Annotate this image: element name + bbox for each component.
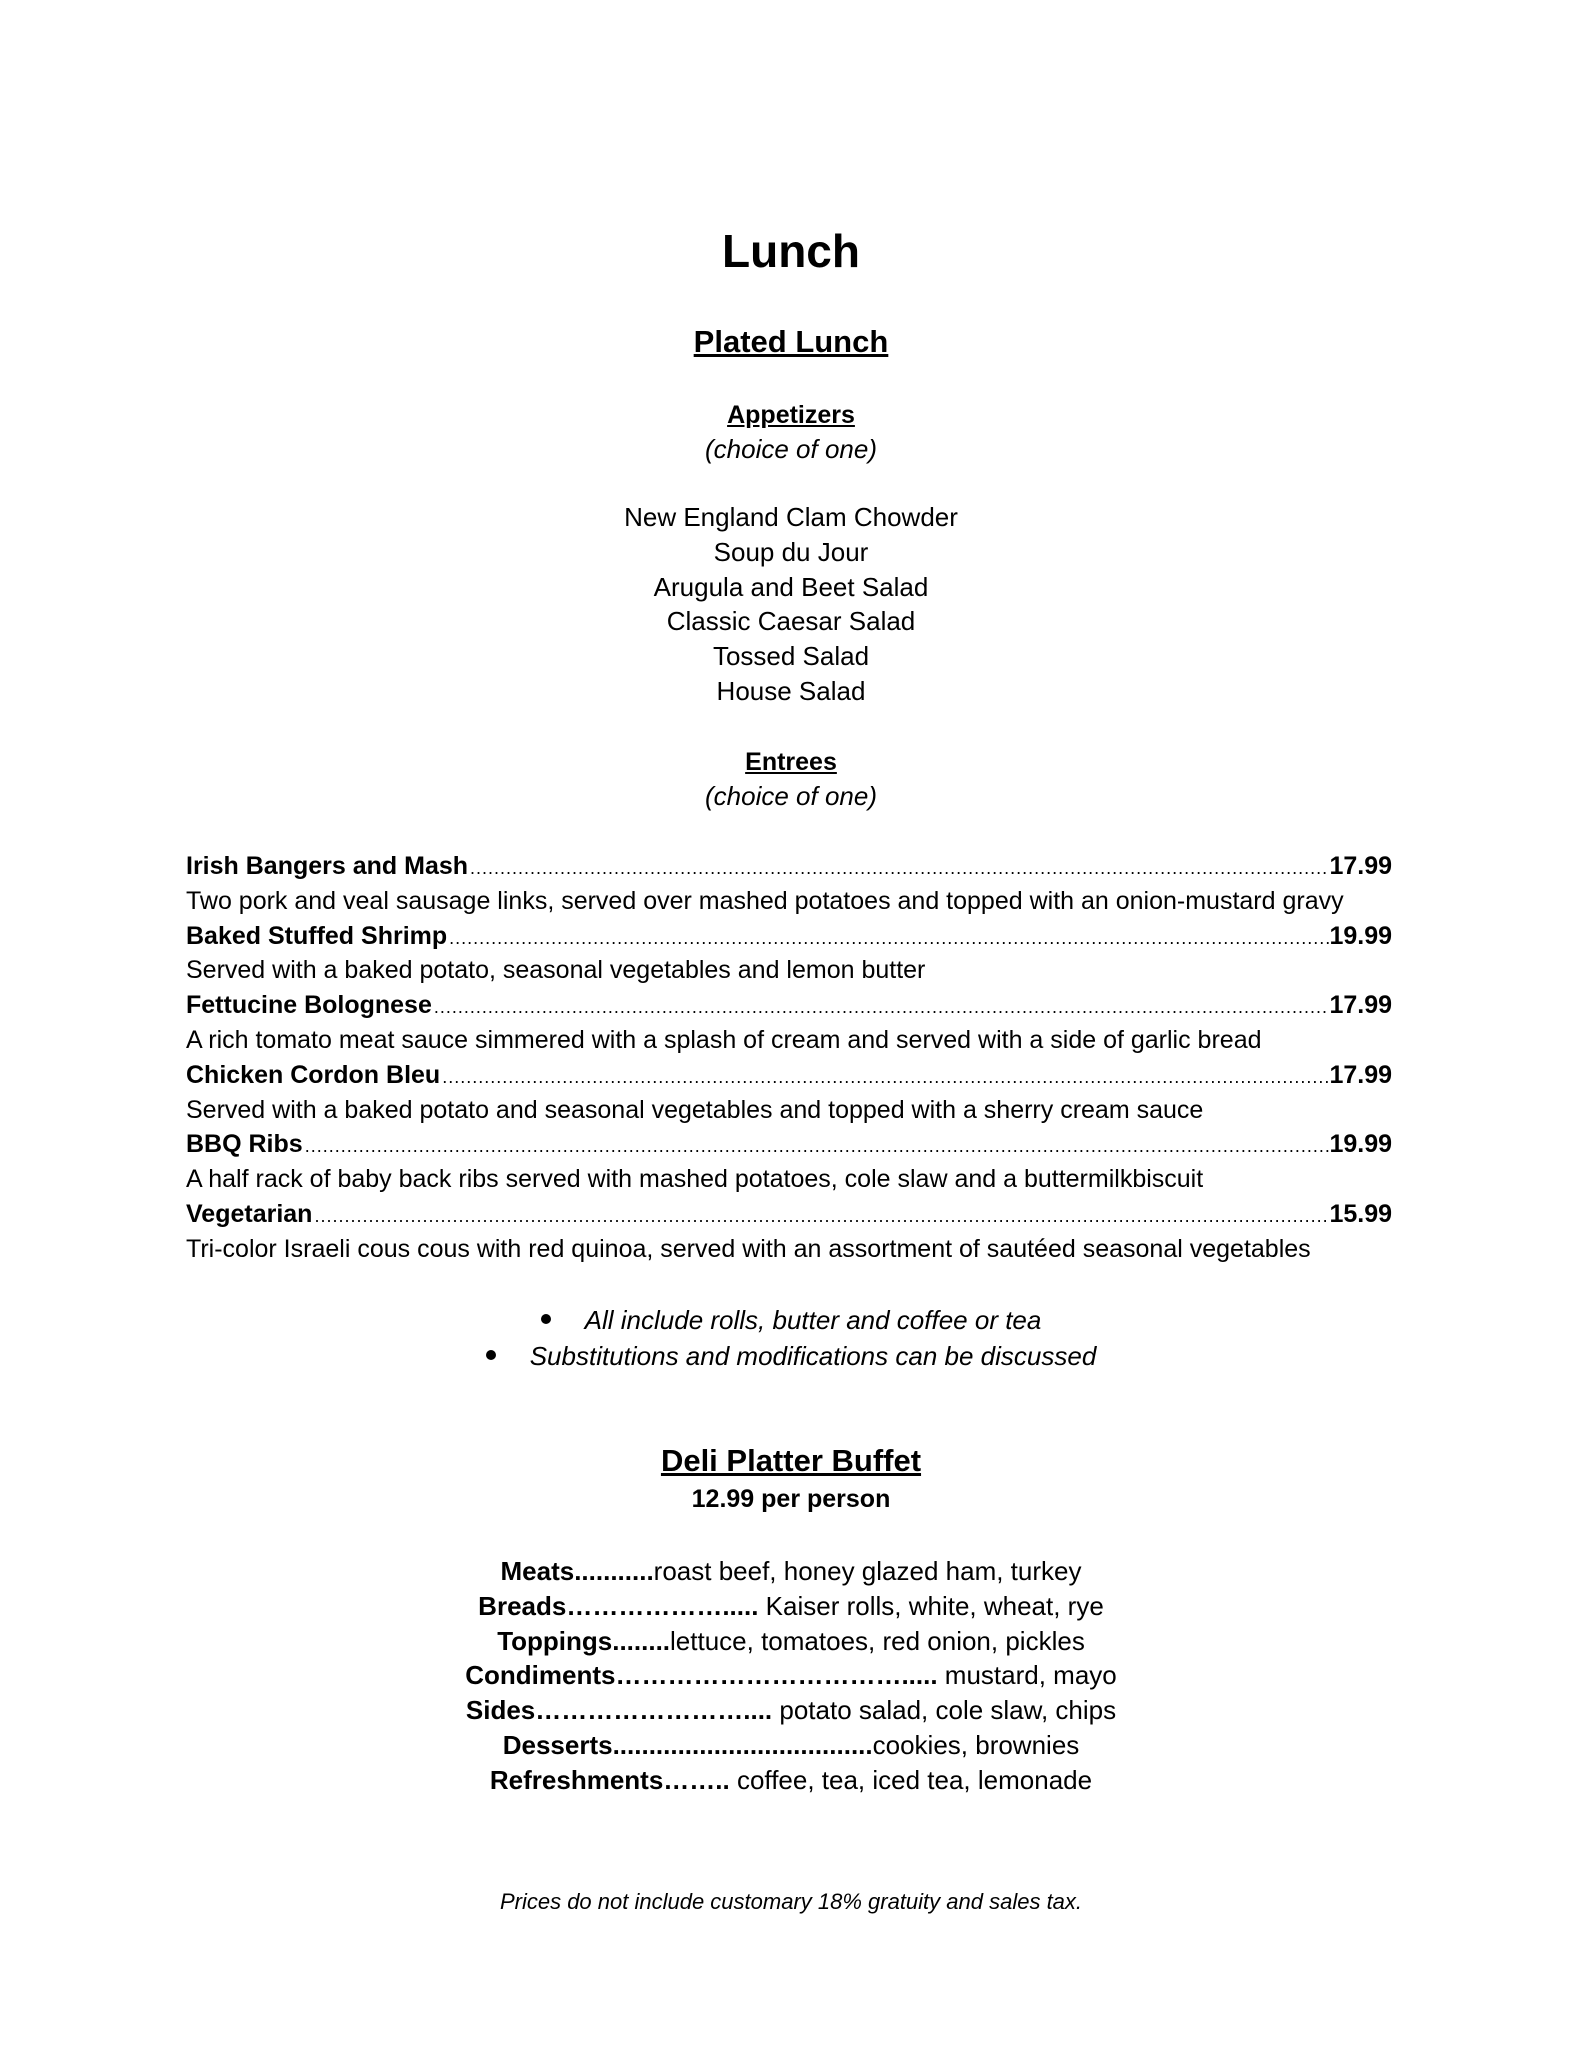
deli-buffet-heading: Deli Platter Buffet [660, 1443, 922, 1478]
deli-row [0, 1763, 1582, 1798]
deli-label: Meats........... [500, 1556, 654, 1586]
appetizers-list [0, 500, 1582, 709]
note-item [0, 1338, 1582, 1374]
entrees-choice-note: (choice of one) [705, 781, 877, 811]
entree-name: Baked Stuffed Shrimp [186, 921, 448, 950]
deli-value: coffee, tea, iced tea, lemonade [729, 1764, 1093, 1795]
deli-row [0, 1693, 1582, 1728]
appetizers-heading: Appetizers [727, 401, 855, 429]
page-title: Lunch [722, 225, 860, 277]
dot-leader [312, 1199, 1329, 1234]
entree-description: A rich tomato meat sauce simmered with a splash of cream and served with a side of garlic bread [186, 1025, 1262, 1054]
entree-price: 15.99 [1329, 1199, 1392, 1228]
entree-price: 17.99 [1329, 1060, 1392, 1089]
dot-leader [440, 1060, 1329, 1095]
note-item [0, 1302, 1582, 1338]
dot-leader [468, 851, 1329, 886]
entrees-list [186, 849, 1392, 1267]
deli-value: mustard, mayo [937, 1660, 1117, 1691]
entree-item [186, 988, 1392, 1023]
dot-leader [303, 1129, 1330, 1164]
deli-label: Desserts.................................... [502, 1729, 873, 1760]
appetizers-choice-note: (choice of one) [705, 434, 877, 464]
bullet-icon [486, 1350, 496, 1360]
deli-price: 12.99 per person [691, 1485, 891, 1513]
deli-row [0, 1554, 1582, 1589]
deli-label: Breads………………..... [478, 1590, 759, 1621]
entree-name: Vegetarian [186, 1199, 313, 1228]
entree-price: 17.99 [1329, 991, 1392, 1020]
bullet-icon [541, 1314, 551, 1324]
entree-price: 19.99 [1329, 1130, 1392, 1159]
deli-label: Toppings........ [497, 1625, 671, 1656]
deli-label: Sides…………………….... [465, 1695, 773, 1726]
deli-row [0, 1589, 1582, 1624]
entree-price: 19.99 [1329, 921, 1392, 950]
deli-label: Condiments……………………………..... [465, 1660, 938, 1691]
deli-row [0, 1658, 1582, 1693]
entree-item [186, 1058, 1392, 1093]
entree-item [186, 1127, 1392, 1162]
dot-leader [447, 921, 1329, 956]
deli-value: lettuce, tomatoes, red onion, pickles [670, 1625, 1085, 1656]
plated-lunch-heading: Plated Lunch [693, 324, 889, 359]
deli-value: roast beef, honey glazed ham, turkey [653, 1556, 1082, 1586]
deli-value: potato salad, cole slaw, chips [772, 1695, 1117, 1726]
entree-description: Served with a baked potato and seasonal vegetables and topped with a sherry cream sauce [186, 1095, 1204, 1124]
deli-row [0, 1728, 1582, 1763]
note-text: Substitutions and modifications can be discussed [529, 1341, 1097, 1371]
plated-notes [0, 1302, 1582, 1374]
entree-description: A half rack of baby back ribs served with mashed potatoes, cole slaw and a buttermilkbiscuit [186, 1165, 1204, 1194]
entree-item [186, 1197, 1392, 1232]
appetizer-item: New England Clam Chowder [624, 502, 958, 532]
appetizer-item: House Salad [716, 675, 866, 706]
appetizer-item: Arugula and Beet Salad [653, 571, 929, 602]
entrees-heading: Entrees [745, 748, 837, 776]
deli-items [0, 1554, 1582, 1798]
entree-name: Irish Bangers and Mash [186, 852, 469, 880]
footer-note: Prices do not include customary 18% gratuity and sales tax. [499, 1889, 1083, 1914]
entree-description: Two pork and veal sausage links, served over mashed potatoes and topped with an onion-mustard gravy [186, 886, 1344, 915]
deli-value: Kaiser rolls, white, wheat, rye [758, 1590, 1104, 1621]
entree-price: 17.99 [1329, 852, 1392, 880]
entree-item [186, 919, 1392, 954]
entree-name: Chicken Cordon Bleu [186, 1060, 441, 1089]
appetizer-item: Tossed Salad [712, 641, 870, 672]
note-text: All include rolls, butter and coffee or tea [584, 1305, 1042, 1335]
deli-row [0, 1624, 1582, 1659]
entree-description: Tri-color Israeli cous cous with red quinoa, served with an assortment of sautéed seasonal vegetables [186, 1234, 1311, 1263]
dot-leader [432, 990, 1330, 1025]
deli-value: cookies, brownies [872, 1729, 1080, 1760]
appetizer-item: Soup du Jour [713, 536, 869, 567]
appetizer-item: Classic Caesar Salad [666, 606, 916, 637]
entree-item [186, 849, 1392, 884]
entree-description: Served with a baked potato, seasonal vegetables and lemon butter [186, 956, 926, 985]
deli-label: Refreshments…….. [489, 1764, 730, 1795]
entree-name: Fettucine Bolognese [186, 991, 432, 1020]
entree-name: BBQ Ribs [186, 1130, 303, 1159]
